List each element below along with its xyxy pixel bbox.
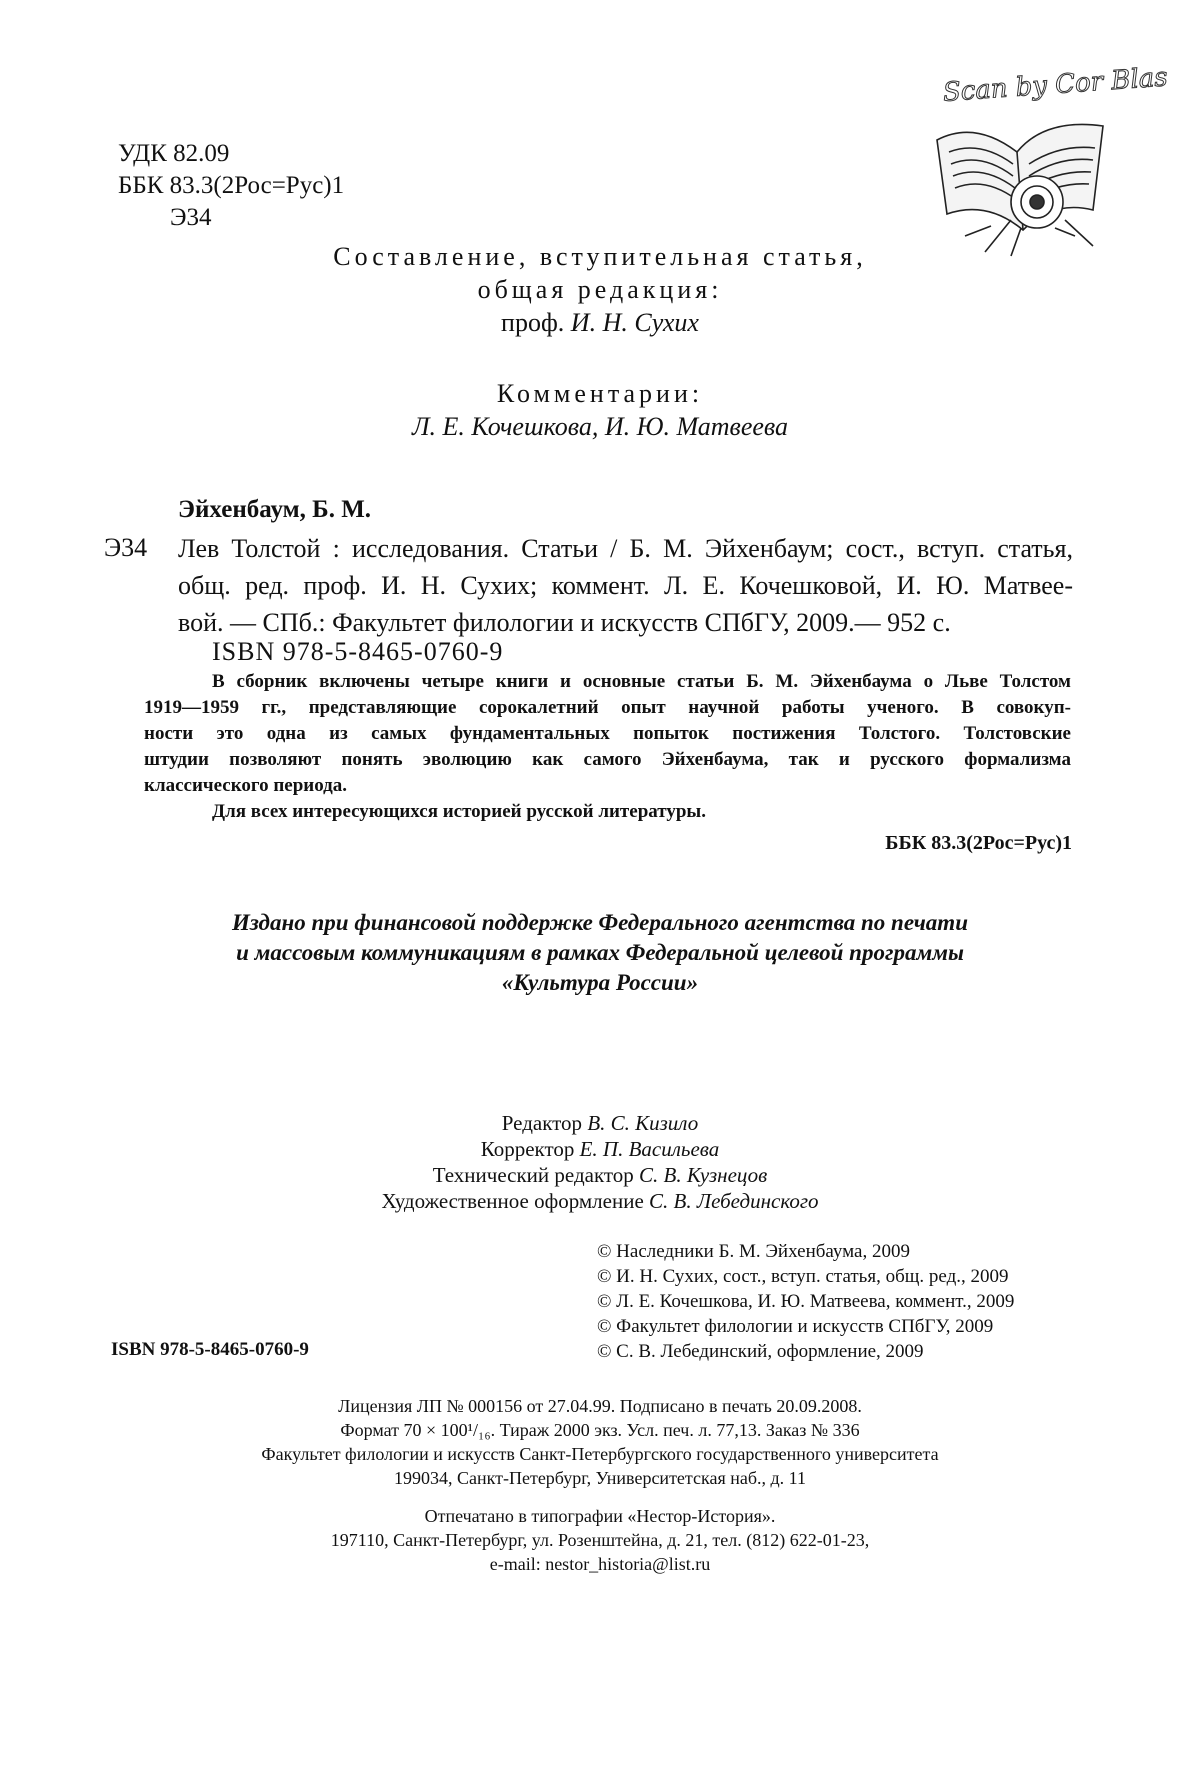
bib-line: вой. — СПб.: Факультет филологии и искусств СПбГУ, 2009.— 952 с. (178, 608, 951, 637)
credit-name: С. В. Кузнецов (639, 1163, 768, 1187)
support-line: и массовым коммуникациям в рамках Федеральной целевой программы (236, 940, 964, 965)
compilation-line-2: общая редакция: (477, 275, 723, 304)
annotation-line: классического периода. (144, 775, 348, 796)
bbk-code-right: ББК 83.3(2Рос=Рус)1 (885, 832, 1072, 854)
scan-signature: Scan by Cor Blas (941, 62, 1169, 108)
compilation-line-1: Составление, вступительная статья, (333, 242, 867, 271)
support-note (150, 908, 1050, 998)
annotation (144, 669, 1071, 825)
credit-name: В. С. Кизило (587, 1111, 699, 1135)
credit-role: Технический редактор (432, 1163, 634, 1187)
imprint-line: Формат 70 × 100¹/₁₆. Тираж 2000 экз. Усл. печ. л. 77,13. Заказ № 336 (340, 1420, 860, 1440)
imprint-line: Факультет филологии и искусств Санкт-Петербургского государственного университета (261, 1444, 939, 1464)
bibliographic-description (178, 530, 1073, 641)
udk-code: УДК 82.09 (118, 140, 230, 167)
credit-editor (150, 1110, 1050, 1136)
credit-role: Художественное оформление (381, 1189, 644, 1213)
credit-technical-editor (150, 1162, 1050, 1188)
classification-block (118, 138, 344, 234)
compiler-name: И. Н. Сухих (570, 308, 699, 337)
annotation-line: 1919—1959 гг., представляющие сорокалетний опыт научной работы ученого. В совокуп- (144, 697, 1071, 718)
support-line: Издано при финансовой поддержке Федерального агентства по печати (232, 910, 968, 935)
credit-design (150, 1188, 1050, 1214)
annotation-line: штудии позволяют понять эволюцию как самого Эйхенбаума, так и русского формализма (144, 749, 1071, 770)
copyright-line: © Факультет филологии и искусств СПбГУ, 2009 (597, 1316, 994, 1337)
support-line: «Культура России» (501, 970, 699, 995)
isbn-bottom: ISBN 978-5-8465-0760-9 (111, 1339, 309, 1360)
copyright-line: © С. В. Лебединский, оформление, 2009 (597, 1341, 924, 1362)
comments-names: Л. Е. Кочешкова, И. Ю. Матвеева (411, 412, 789, 441)
credit-name: С. В. Лебединского (649, 1189, 819, 1213)
compiler-line (150, 306, 1050, 339)
editorial-credits (150, 1110, 1050, 1214)
comments-label: Комментарии: (496, 379, 704, 408)
imprint-line: Лицензия ЛП № 000156 от 27.04.99. Подписано в печать 20.09.2008. (338, 1396, 862, 1416)
credit-role: Редактор (501, 1111, 583, 1135)
printer-line: 197110, Санкт-Петербург, ул. Розенштейна, д. 21, тел. (812) 622-01-23, (330, 1530, 870, 1550)
copyright-line: © Л. Е. Кочешкова, И. Ю. Матвеева, коммент., 2009 (597, 1291, 1015, 1312)
annotation-line: В сборник включены четыре книги и основные статьи Б. М. Эйхенбаума о Льве Толстом (212, 671, 1071, 692)
open-book-logo-icon (925, 60, 1169, 260)
printer-line: Отпечатано в типографии «Нестор-История». (424, 1506, 776, 1526)
author-heading: Эйхенбаум, Б. М. (178, 496, 372, 523)
printer-email: e-mail: nestor_historia@list.ru (489, 1554, 711, 1574)
copyright-line: © Наследники Б. М. Эйхенбаума, 2009 (597, 1241, 910, 1262)
imprint-line: 199034, Санкт-Петербург, Университетская наб., д. 11 (393, 1468, 807, 1488)
credit-proofreader (150, 1136, 1050, 1162)
compilation-block (150, 240, 1050, 306)
annotation-audience: Для всех интересующихся историей русской литературы. (212, 801, 706, 822)
compiler-prefix: проф. (501, 308, 565, 337)
bbk-code: ББК 83.3(2Рос=Рус)1 (118, 172, 345, 199)
bib-line: общ. ред. проф. И. Н. Сухих; коммент. Л. Е. Кочешковой, И. Ю. Матвее- (178, 571, 1073, 600)
credit-role: Корректор (480, 1137, 575, 1161)
credit-name: Е. П. Васильева (579, 1137, 720, 1161)
isbn-main: ISBN 978-5-8465-0760-9 (212, 637, 504, 666)
annotation-line: ности это одна из самых фундаментальных попыток постижения Толстого. Толстовские (144, 723, 1071, 744)
bib-line: Лев Толстой : исследования. Статьи / Б. М. Эйхенбаум; сост., вступ. статья, (178, 534, 1073, 563)
bibliography-mark: Э34 (104, 533, 148, 562)
imprint-block (150, 1394, 1050, 1490)
copyright-line: © И. Н. Сухих, сост., вступ. статья, общ. ред., 2009 (597, 1266, 1009, 1287)
author-mark: Э34 (170, 204, 212, 231)
printer-block (150, 1504, 1050, 1576)
copyright-list (597, 1239, 1014, 1364)
